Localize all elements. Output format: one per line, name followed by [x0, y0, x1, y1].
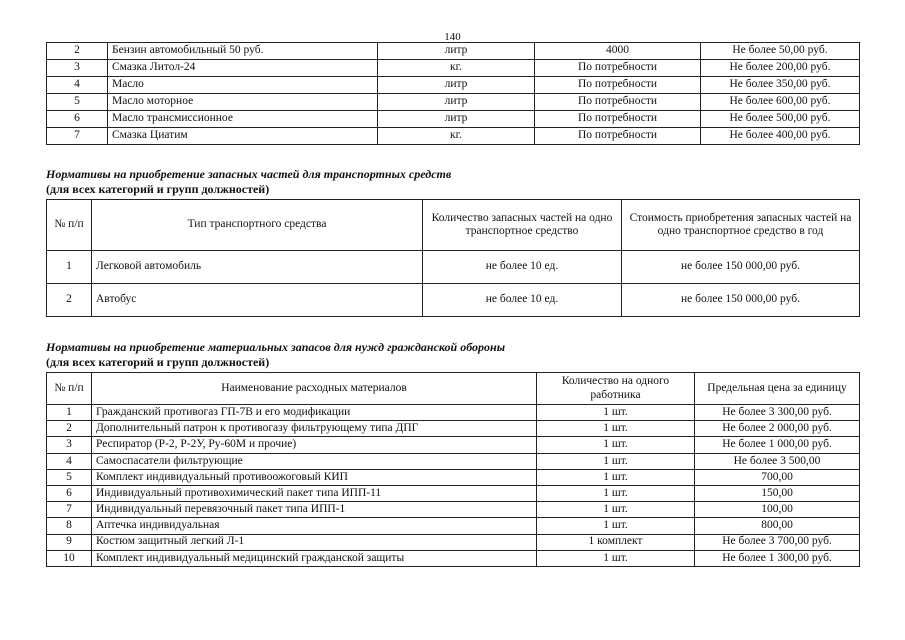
vehicle-type: Автобус — [92, 284, 423, 317]
spare-parts-table — [46, 199, 860, 317]
header-quantity-per-employee: Количество на одного работника — [537, 373, 695, 405]
civil-defense-table — [46, 372, 860, 567]
quantity: 1 шт. — [537, 485, 695, 501]
row-number: 2 — [47, 43, 108, 60]
max-price: Не более 1 300,00 руб. — [695, 550, 860, 566]
table-row — [47, 77, 860, 94]
item-name: Масло — [108, 77, 378, 94]
quantity: 1 шт. — [537, 421, 695, 437]
row-number: 8 — [47, 518, 92, 534]
max-price: Не более 1 000,00 руб. — [695, 437, 860, 453]
vehicle-type: Легковой автомобиль — [92, 251, 423, 284]
quantity: По потребности — [535, 94, 701, 111]
quantity: По потребности — [535, 60, 701, 77]
table-row — [47, 284, 860, 317]
table-row — [47, 405, 860, 421]
material-name: Костюм защитный легкий Л-1 — [92, 534, 537, 550]
row-number: 4 — [47, 453, 92, 469]
item-name: Смазка Литол-24 — [108, 60, 378, 77]
header-parts-quantity: Количество запасных частей на одно транспортное средство — [423, 200, 622, 251]
quantity: По потребности — [535, 128, 701, 145]
header-number: № п/п — [47, 373, 92, 405]
table-row — [47, 421, 860, 437]
table-row — [47, 43, 860, 60]
row-number: 3 — [47, 437, 92, 453]
max-price: Не более 3 500,00 — [695, 453, 860, 469]
max-price: Не более 3 700,00 руб. — [695, 534, 860, 550]
table-row — [47, 60, 860, 77]
parts-quantity: не более 10 ед. — [423, 284, 622, 317]
unit: кг. — [378, 128, 535, 145]
table-row — [47, 94, 860, 111]
max-price: Не более 3 300,00 руб. — [695, 405, 860, 421]
row-number: 2 — [47, 284, 92, 317]
price: Не более 600,00 руб. — [701, 94, 860, 111]
max-price: 100,00 — [695, 502, 860, 518]
table-row — [47, 111, 860, 128]
table-row — [47, 251, 860, 284]
max-price: 800,00 — [695, 518, 860, 534]
table-header-row — [47, 373, 860, 405]
unit: литр — [378, 94, 535, 111]
parts-cost: не более 150 000,00 руб. — [622, 284, 860, 317]
quantity: По потребности — [535, 77, 701, 94]
header-material-name: Наименование расходных материалов — [92, 373, 537, 405]
quantity: 1 шт. — [537, 502, 695, 518]
price: Не более 500,00 руб. — [701, 111, 860, 128]
max-price: Не более 2 000,00 руб. — [695, 421, 860, 437]
quantity: 1 шт. — [537, 469, 695, 485]
material-name: Самоспасатели фильтрующие — [92, 453, 537, 469]
section-subtitle: (для всех категорий и групп должностей) — [46, 182, 270, 196]
parts-cost: не более 150 000,00 руб. — [622, 251, 860, 284]
unit: кг. — [378, 60, 535, 77]
section-title: Нормативы на приобретение материальных запасов для нужд гражданской обороны — [46, 340, 506, 354]
header-vehicle-type: Тип транспортного средства — [92, 200, 423, 251]
row-number: 2 — [47, 421, 92, 437]
row-number: 6 — [47, 485, 92, 501]
parts-quantity: не более 10 ед. — [423, 251, 622, 284]
section-subtitle: (для всех категорий и групп должностей) — [46, 355, 270, 369]
row-number: 7 — [47, 128, 108, 145]
quantity: По потребности — [535, 111, 701, 128]
row-number: 5 — [47, 469, 92, 485]
material-name: Гражданский противогаз ГП-7В и его модификации — [92, 405, 537, 421]
table-row — [47, 485, 860, 501]
row-number: 6 — [47, 111, 108, 128]
price: Не более 400,00 руб. — [701, 128, 860, 145]
material-name: Комплект индивидуальный противоожоговый КИП — [92, 469, 537, 485]
row-number: 7 — [47, 502, 92, 518]
item-name: Масло моторное — [108, 94, 378, 111]
civil-defense-heading — [46, 340, 505, 370]
table-row — [47, 550, 860, 566]
max-price: 150,00 — [695, 485, 860, 501]
row-number: 1 — [47, 251, 92, 284]
item-name: Бензин автомобильный 50 руб. — [108, 43, 378, 60]
row-number: 3 — [47, 60, 108, 77]
quantity: 1 шт. — [537, 550, 695, 566]
quantity: 1 комплект — [537, 534, 695, 550]
material-name: Индивидуальный перевязочный пакет типа ИПП-1 — [92, 502, 537, 518]
material-name: Аптечка индивидуальная — [92, 518, 537, 534]
fuel-lubricants-table — [46, 42, 860, 145]
table-row — [47, 502, 860, 518]
row-number: 4 — [47, 77, 108, 94]
material-name: Дополнительный патрон к противогазу фильтрующему типа ДПГ — [92, 421, 537, 437]
table-row — [47, 534, 860, 550]
item-name: Масло трансмиссионное — [108, 111, 378, 128]
item-name: Смазка Циатим — [108, 128, 378, 145]
table-row — [47, 469, 860, 485]
unit: литр — [378, 43, 535, 60]
row-number: 5 — [47, 94, 108, 111]
row-number: 10 — [47, 550, 92, 566]
spare-parts-heading — [46, 167, 451, 197]
price: Не более 350,00 руб. — [701, 77, 860, 94]
table-row — [47, 518, 860, 534]
table-header-row — [47, 200, 860, 251]
price: Не более 50,00 руб. — [701, 43, 860, 60]
page-number: 140 — [444, 31, 461, 43]
material-name: Индивидуальный противохимический пакет типа ИПП-11 — [92, 485, 537, 501]
row-number: 9 — [47, 534, 92, 550]
header-max-price: Предельная цена за единицу — [695, 373, 860, 405]
quantity: 1 шт. — [537, 453, 695, 469]
header-number: № п/п — [47, 200, 92, 251]
table-row — [47, 437, 860, 453]
quantity: 4000 — [535, 43, 701, 60]
price: Не более 200,00 руб. — [701, 60, 860, 77]
material-name: Респиратор (Р-2, Р-2У, Ру-60М и прочие) — [92, 437, 537, 453]
quantity: 1 шт. — [537, 518, 695, 534]
header-parts-cost: Стоимость приобретения запасных частей на одно транспортное средство в год — [622, 200, 860, 251]
section-title: Нормативы на приобретение запасных частей для транспортных средств — [46, 167, 452, 181]
table-row — [47, 128, 860, 145]
quantity: 1 шт. — [537, 405, 695, 421]
unit: литр — [378, 77, 535, 94]
max-price: 700,00 — [695, 469, 860, 485]
row-number: 1 — [47, 405, 92, 421]
table-row — [47, 453, 860, 469]
unit: литр — [378, 111, 535, 128]
material-name: Комплект индивидуальный медицинский гражданской защиты — [92, 550, 537, 566]
quantity: 1 шт. — [537, 437, 695, 453]
